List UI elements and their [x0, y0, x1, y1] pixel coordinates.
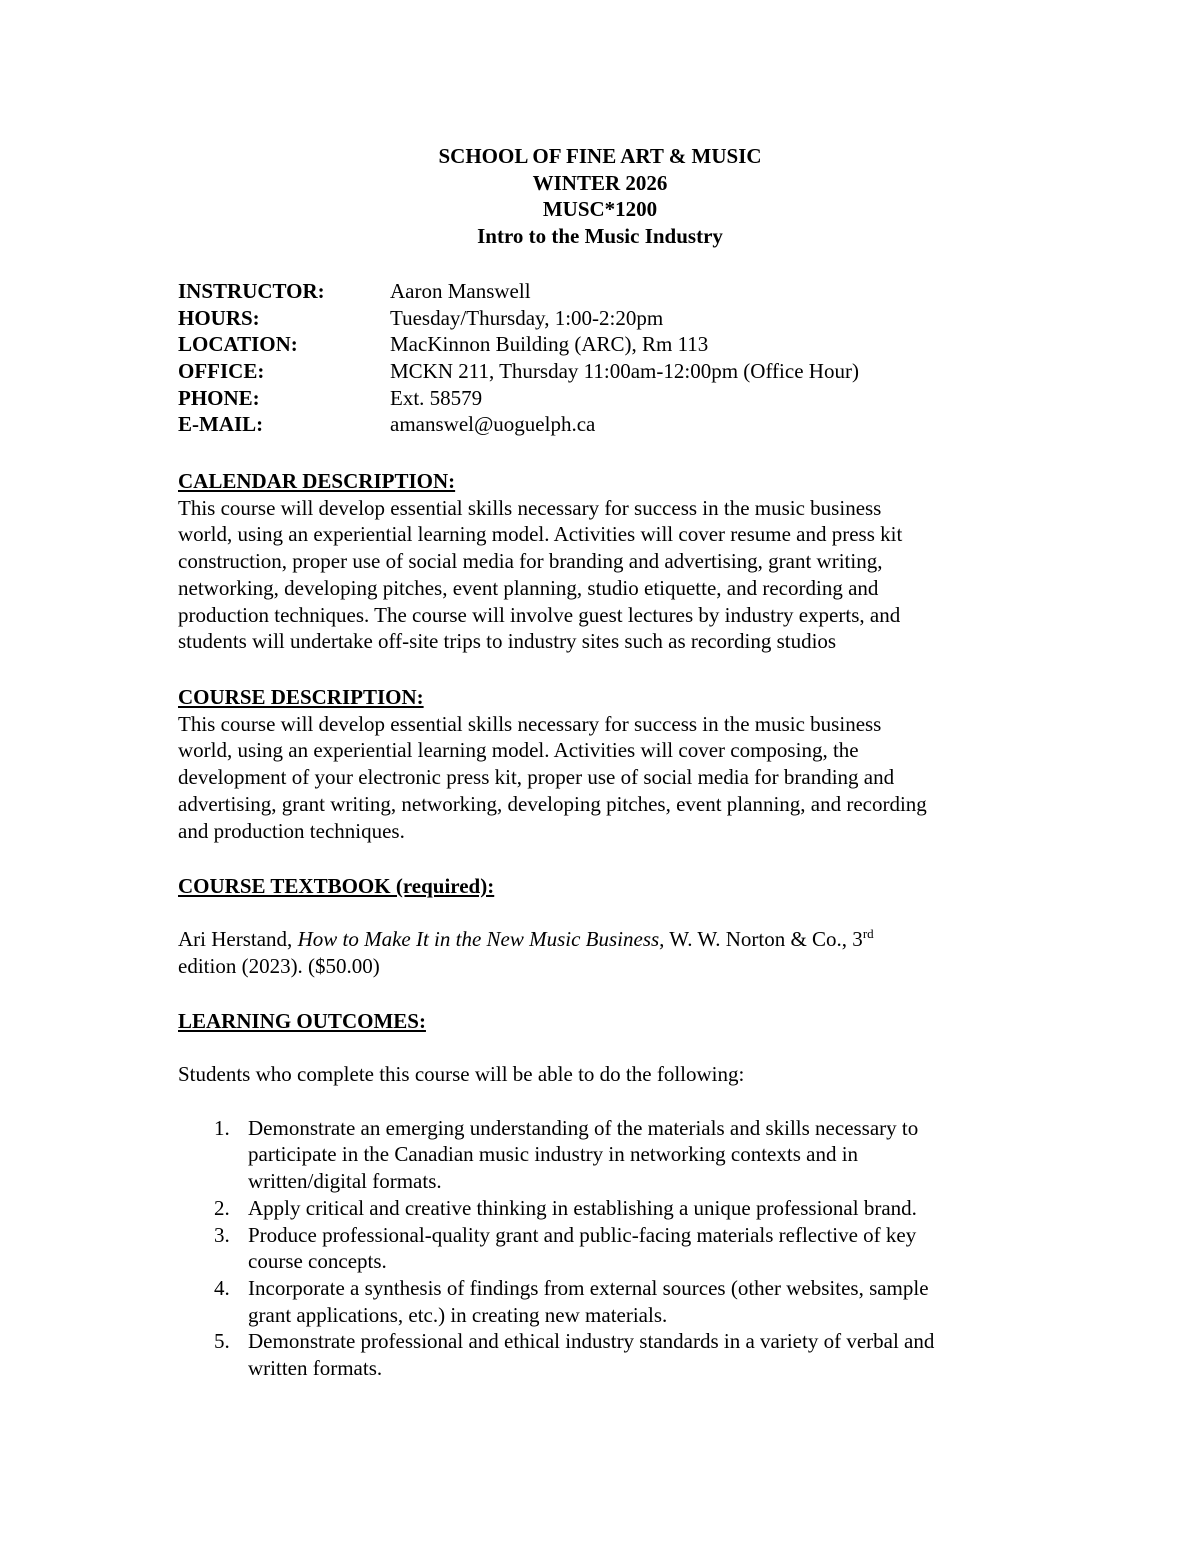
info-value: MCKN 211, Thursday 11:00am-12:00pm (Office Hour): [390, 359, 859, 384]
calendar-description-section: [178, 468, 1038, 655]
info-value: MacKinnon Building (ARC), Rm 113: [390, 332, 709, 357]
text-line: advertising, grant writing, networking, developing pitches, event planning, and recording: [178, 791, 927, 816]
course-description-section: [178, 684, 1038, 844]
section-heading: LEARNING OUTCOMES:: [178, 1009, 426, 1033]
info-label: HOURS:: [178, 305, 260, 330]
learning-outcomes-section: [178, 1008, 1038, 1382]
info-row-hours: [178, 305, 1078, 332]
list-item-text: [248, 1115, 1038, 1195]
list-item-text: [248, 1195, 1038, 1222]
list-item: [178, 1195, 1038, 1222]
info-label: LOCATION:: [178, 332, 298, 357]
section-heading: COURSE TEXTBOOK (required):: [178, 874, 495, 898]
info-value: Aaron Manswell: [390, 279, 531, 303]
list-item: [178, 1222, 1038, 1275]
citation-line: edition (2023). ($50.00): [178, 954, 380, 979]
info-value: Tuesday/Thursday, 1:00-2:20pm: [390, 305, 664, 330]
edition-superscript: rd: [862, 926, 874, 942]
section-heading: COURSE DESCRIPTION:: [178, 685, 424, 709]
text-line: This course will develop essential skills necessary for success in the music business: [178, 495, 882, 520]
info-label: INSTRUCTOR:: [178, 279, 325, 303]
info-label: OFFICE:: [178, 359, 265, 384]
course-info-block: [178, 278, 1078, 438]
course-code: MUSC*1200: [542, 197, 658, 222]
list-number: 4.: [214, 1275, 230, 1300]
list-item-text: [248, 1275, 1038, 1328]
term: WINTER 2026: [532, 170, 668, 195]
list-item: [178, 1275, 1038, 1328]
info-label: E-MAIL:: [178, 412, 264, 437]
text-line: written/digital formats.: [248, 1169, 442, 1194]
text-line: development of your electronic press kit, proper use of social media for branding and: [178, 765, 895, 790]
course-description-text: [178, 711, 1038, 845]
text-line: Apply critical and creative thinking in establishing a unique professional brand.: [248, 1195, 917, 1220]
text-line: participate in the Canadian music industry in networking contexts and in: [248, 1142, 859, 1167]
list-item-text: [248, 1222, 1038, 1275]
text-line: and production techniques.: [178, 818, 405, 843]
list-number: 5.: [214, 1329, 230, 1354]
list-number: 3.: [214, 1222, 230, 1247]
text-line: course concepts.: [248, 1249, 387, 1274]
info-row-email: [178, 411, 1078, 438]
spacer: [178, 1088, 1038, 1115]
spacer: [178, 1035, 1038, 1062]
text-line: production techniques. The course will involve guest lectures by industry experts, and: [178, 602, 901, 627]
text-line: Demonstrate professional and ethical industry standards in a variety of verbal and: [248, 1329, 935, 1354]
textbook-publisher: W. W. Norton & Co., 3: [664, 927, 863, 952]
text-line: students will undertake off-site trips to industry sites such as recording studios: [178, 629, 837, 654]
text-line: Produce professional-quality grant and public-facing materials reflective of key: [248, 1222, 917, 1247]
textbook-title: How to Make It in the New Music Business,: [297, 927, 665, 952]
list-number: 1.: [214, 1115, 230, 1140]
text-line: This course will develop essential skills necessary for success in the music business: [178, 711, 882, 736]
outcomes-intro: Students who complete this course will be able to do the following:: [178, 1062, 745, 1087]
info-row-location: [178, 331, 1078, 358]
info-label: PHONE:: [178, 385, 260, 410]
calendar-description-text: [178, 495, 1038, 655]
text-line: networking, developing pitches, event planning, studio etiquette, and recording and: [178, 575, 879, 600]
text-line: world, using an experiential learning model. Activities will cover resume and press kit: [178, 522, 903, 547]
text-line: grant applications, etc.) in creating new materials.: [248, 1302, 668, 1327]
info-row-office: [178, 358, 1078, 385]
section-heading: CALENDAR DESCRIPTION:: [178, 469, 456, 493]
list-item-text: [248, 1328, 1038, 1381]
citation-line: [178, 926, 1038, 953]
text-line: written formats.: [248, 1356, 383, 1381]
list-item: [178, 1115, 1038, 1195]
course-title: Intro to the Music Industry: [477, 224, 723, 249]
document-header: [0, 143, 1200, 250]
list-number: 2.: [214, 1195, 230, 1220]
info-row-phone: [178, 385, 1078, 412]
email-address: amanswel@uoguelph.ca: [390, 412, 596, 437]
spacer: [178, 900, 1038, 927]
textbook-author: Ari Herstand,: [178, 927, 298, 952]
textbook-citation: [178, 926, 1038, 979]
info-row-instructor: [178, 278, 1078, 305]
list-item: [178, 1328, 1038, 1381]
outcomes-list: [178, 1115, 1038, 1382]
text-line: world, using an experiential learning model. Activities will cover composing, the: [178, 738, 859, 763]
text-line: construction, proper use of social media for branding and advertising, grant writing,: [178, 549, 883, 574]
textbook-section: [178, 873, 1038, 980]
school-name: SCHOOL OF FINE ART & MUSIC: [438, 144, 762, 168]
text-line: Demonstrate an emerging understanding of the materials and skills necessary to: [248, 1115, 919, 1140]
info-value: Ext. 58579: [390, 385, 483, 410]
text-line: Incorporate a synthesis of findings from external sources (other websites, sample: [248, 1275, 929, 1300]
